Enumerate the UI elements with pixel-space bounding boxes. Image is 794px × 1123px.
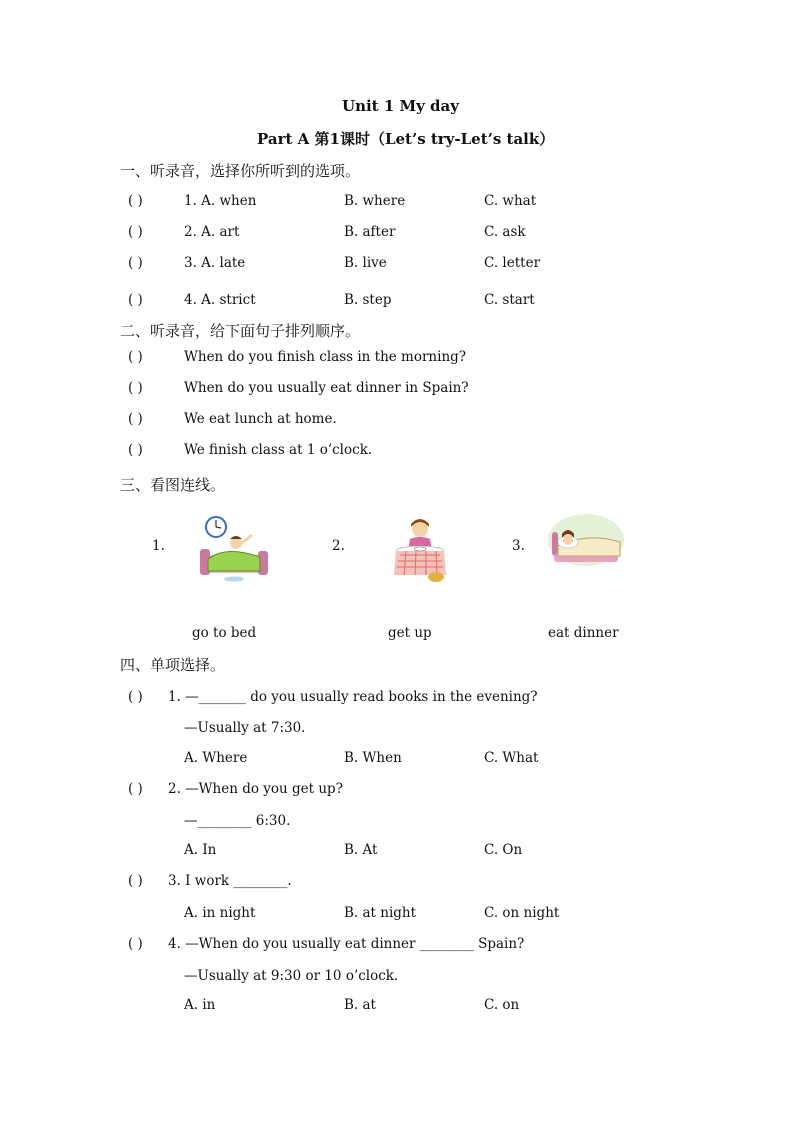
picture-number: 1. (152, 538, 165, 554)
option-c: C. what (484, 193, 537, 209)
phrase: get up (388, 625, 432, 641)
question-sub: —________ 6:30. (184, 813, 291, 829)
answer-blank[interactable]: ( ) (128, 224, 143, 240)
option-b: B. step (344, 292, 392, 308)
option-a: A. In (184, 842, 217, 858)
option-b: B. at night (344, 905, 417, 921)
phrase: go to bed (192, 625, 257, 641)
picture-number: 2. (332, 538, 345, 554)
option-b: B. live (344, 255, 387, 271)
option-a: 4. A. strict (184, 292, 256, 308)
page-title: Unit 1 My day (342, 97, 459, 115)
go-to-bed-picture (548, 512, 624, 574)
answer-blank[interactable]: ( ) (128, 349, 143, 365)
answer-blank[interactable]: ( ) (128, 380, 143, 396)
option-c: C. start (484, 292, 535, 308)
page-subtitle: Part A 第1课时（Let’s try-Let’s talk） (257, 130, 555, 148)
option-b: B. At (344, 842, 378, 858)
picture-number: 3. (512, 538, 525, 554)
wake-up-picture (196, 515, 272, 583)
option-b: B. where (344, 193, 406, 209)
section3-heading: 三、看图连线。 (120, 476, 226, 494)
section1-heading: 一、听录音，选择你所听到的选项。 (120, 162, 361, 180)
option-c: C. on night (484, 905, 560, 921)
answer-blank[interactable]: ( ) (128, 292, 143, 308)
option-a: 1. A. when (184, 193, 257, 209)
question: 4. —When do you usually eat dinner ________ Spain? (168, 936, 525, 952)
answer-blank[interactable]: ( ) (128, 936, 143, 952)
question: 3. I work ________. (168, 873, 292, 889)
answer-blank[interactable]: ( ) (128, 411, 143, 427)
option-b: B. after (344, 224, 396, 240)
answer-blank[interactable]: ( ) (128, 255, 143, 271)
option-c: C. on (484, 997, 520, 1013)
option-a: 3. A. late (184, 255, 246, 271)
answer-blank[interactable]: ( ) (128, 689, 143, 705)
sentence: We finish class at 1 o’clock. (184, 442, 373, 458)
phrase: eat dinner (548, 625, 619, 641)
answer-blank[interactable]: ( ) (128, 193, 143, 209)
option-a: A. Where (184, 750, 248, 766)
option-c: C. letter (484, 255, 541, 271)
question-sub: —Usually at 9:30 or 10 o’clock. (184, 968, 399, 984)
option-c: C. On (484, 842, 523, 858)
option-a: A. in (184, 997, 216, 1013)
sentence: We eat lunch at home. (184, 411, 337, 427)
question: 2. —When do you get up? (168, 781, 343, 797)
option-c: C. ask (484, 224, 526, 240)
eat-dinner-picture (390, 515, 450, 585)
option-a: A. in night (184, 905, 256, 921)
option-b: B. at (344, 997, 376, 1013)
answer-blank[interactable]: ( ) (128, 442, 143, 458)
sentence: When do you usually eat dinner in Spain? (184, 380, 469, 396)
option-b: B. When (344, 750, 402, 766)
question: 1. —_______ do you usually read books in the evening? (168, 689, 538, 705)
section4-heading: 四、单项选择。 (120, 656, 226, 674)
answer-blank[interactable]: ( ) (128, 781, 143, 797)
section2-heading: 二、听录音，给下面句子排列顺序。 (120, 322, 361, 340)
sentence: When do you finish class in the morning? (184, 349, 467, 365)
question-sub: —Usually at 7:30. (184, 720, 306, 736)
answer-blank[interactable]: ( ) (128, 873, 143, 889)
option-c: C. What (484, 750, 539, 766)
option-a: 2. A. art (184, 224, 240, 240)
